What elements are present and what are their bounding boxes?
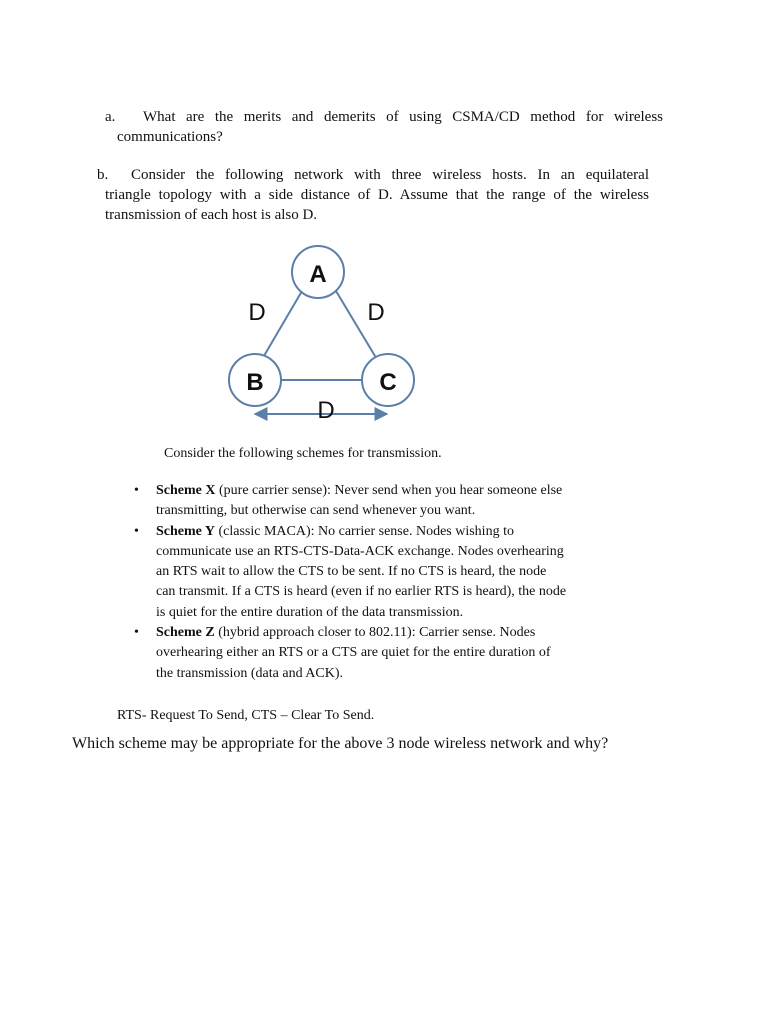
scheme-y-line-3: an RTS wait to allow the CTS to be sent. If no CTS is heard, the node: [156, 564, 547, 580]
list-item: [134, 522, 604, 623]
scheme-text: (classic MACA): No carrier sense. Nodes wishing to: [218, 523, 514, 539]
question-a-label: a.: [105, 109, 116, 125]
final-question: Which scheme may be appropriate for the above 3 node wireless network and why?: [72, 735, 609, 752]
triangle-network-diagram: [0, 0, 768, 440]
abbreviations-note: RTS- Request To Send, CTS – Clear To Send.: [117, 708, 375, 723]
bullet-icon: •: [134, 483, 139, 498]
edge-a-b-label: D: [248, 299, 266, 326]
scheme-name: Scheme Y: [156, 523, 215, 539]
question-a-line-2: communications?: [117, 129, 223, 145]
scheme-y-line-4: can transmit. If a CTS is heard (even if no earlier RTS is heard), the node: [156, 584, 567, 600]
schemes-list: [134, 481, 604, 684]
scheme-text: (pure carrier sense): Never send when you hear someone else: [219, 483, 563, 498]
schemes-intro: Consider the following schemes for transmission.: [164, 446, 442, 461]
list-item: [134, 623, 604, 684]
list-item: [134, 481, 604, 522]
question-b-line-3: transmission of each host is also D.: [105, 207, 318, 223]
scheme-y-line-5: is quiet for the entire duration of the data transmission.: [156, 604, 464, 620]
question-b-line-2: triangle topology with a side distance of D. Assume that the range of the wireless: [105, 187, 649, 203]
scheme-y-line-1: [156, 522, 604, 542]
scheme-name: Scheme Z: [156, 625, 215, 641]
scheme-z-line-3: the transmission (data and ACK).: [156, 665, 344, 681]
node-b-label: B: [246, 369, 264, 396]
question-b-line-1: Consider the following network with three wireless hosts. In an equilateral: [131, 167, 649, 183]
edge-a-c-label: D: [367, 299, 385, 326]
question-a-line-1: What are the merits and demerits of using CSMA/CD method for wireless: [143, 109, 663, 125]
bullet-icon: •: [134, 625, 139, 641]
scheme-x-line-1: [156, 481, 604, 501]
scheme-x-line-2: transmitting, but otherwise can send whenever you want.: [156, 503, 476, 519]
scheme-name: Scheme X: [156, 483, 216, 498]
node-c-label: C: [379, 369, 397, 396]
node-a-label: A: [309, 261, 327, 288]
bullet-icon: •: [134, 523, 139, 539]
question-b-label: b.: [97, 167, 109, 183]
scheme-z-line-2: overhearing either an RTS or a CTS are quiet for the entire duration of: [156, 645, 551, 661]
edge-b-c-label: D: [317, 397, 335, 424]
edge-a-b: [261, 291, 302, 361]
scheme-y-line-2: communicate use an RTS-CTS-Data-ACK exchange. Nodes overhearing: [156, 543, 564, 559]
scheme-z-line-1: [156, 623, 604, 643]
scheme-text: (hybrid approach closer to 802.11): Carrier sense. Nodes: [218, 625, 536, 641]
